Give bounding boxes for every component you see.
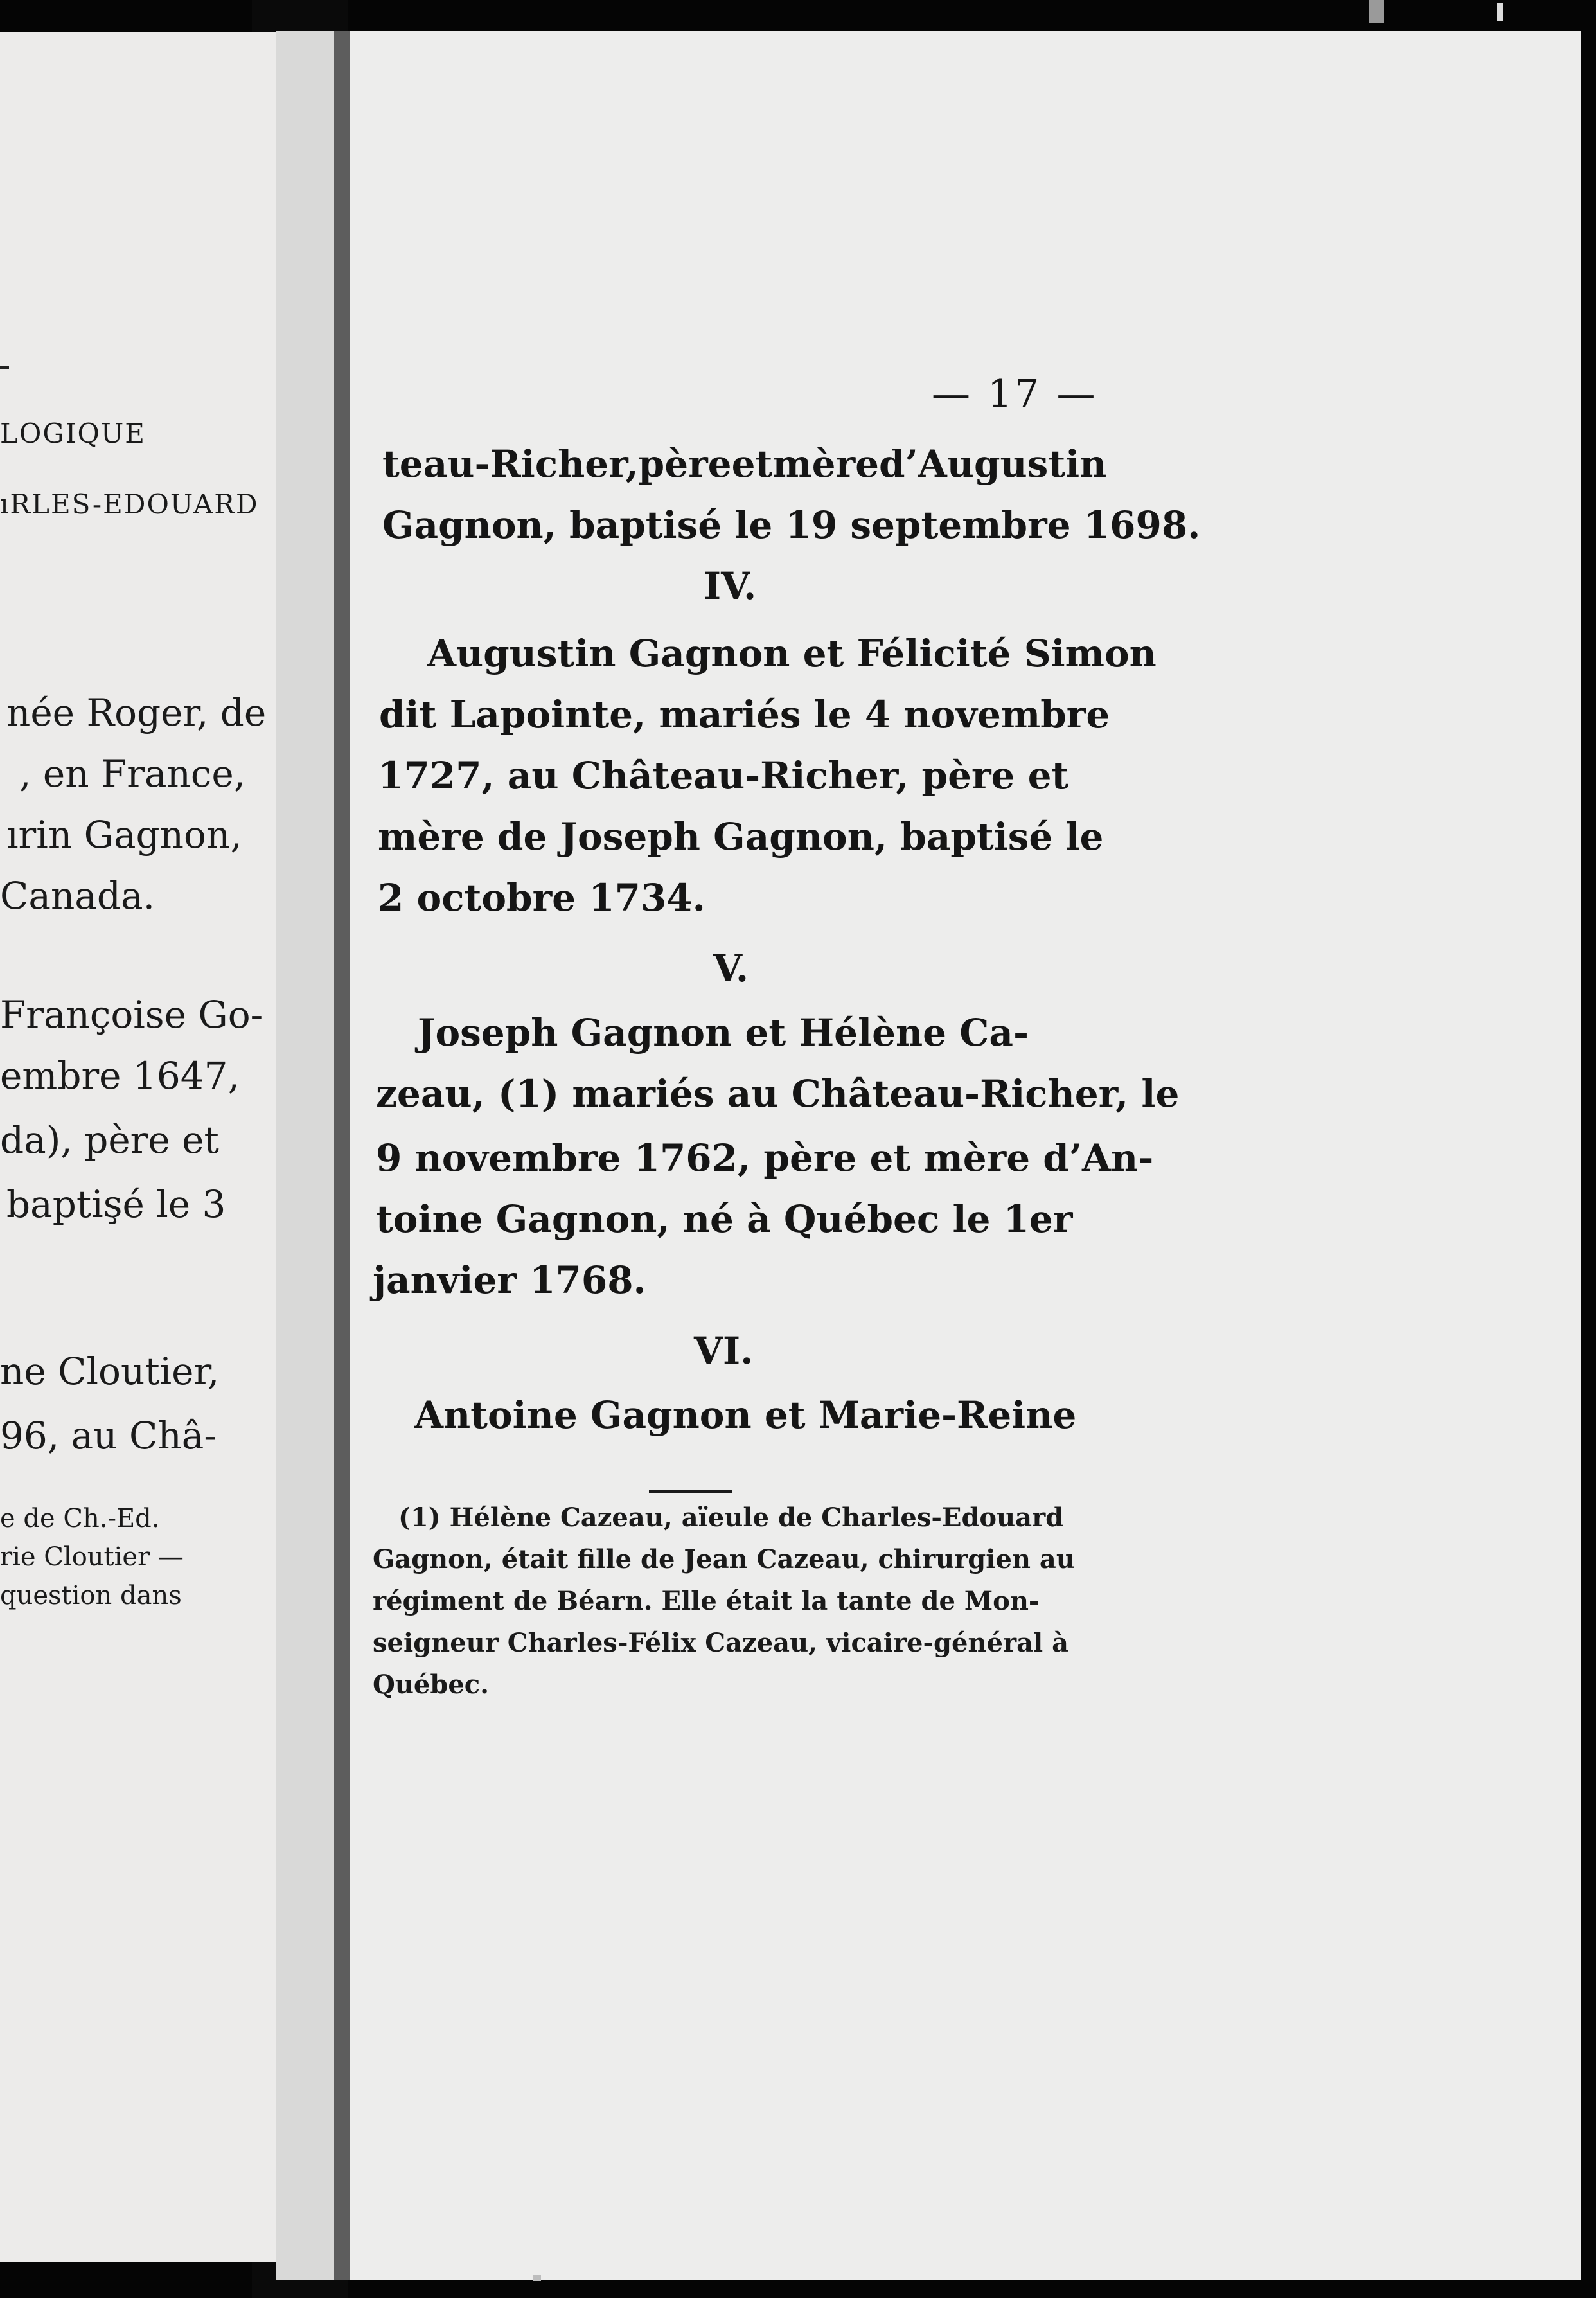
- left-header-line: ıRLES-EDOUARD: [0, 488, 259, 520]
- right-page: [276, 31, 1581, 2280]
- text-line: janvier 1768.: [373, 1258, 646, 1302]
- footnote-line: Gagnon, était fille de Jean Cazeau, chirurgien au: [373, 1544, 1075, 1574]
- left-text-line: 96, au Châ-: [0, 1414, 217, 1457]
- text-fragment: zeau, (1) mariés au Château-Richer, le: [376, 1072, 1180, 1116]
- left-text-line: , en France,: [19, 752, 246, 796]
- page-number: — 17 —: [932, 371, 1098, 416]
- section-numeral: IV.: [704, 564, 757, 608]
- left-footnote-line: e de Ch.-Ed.: [0, 1504, 160, 1533]
- section-numeral: V.: [713, 947, 749, 990]
- scan-artifact: [1369, 0, 1384, 23]
- text-line: [376, 1072, 1179, 1116]
- text-line: Antoine Gagnon et Marie-Reine: [414, 1393, 1077, 1437]
- text-line: toine Gagnon, né à Québec le 1er: [376, 1197, 1073, 1241]
- left-text-line: baptişé le 3: [6, 1182, 226, 1226]
- left-text-line: embre 1647,: [0, 1054, 240, 1098]
- section-numeral: VI.: [694, 1329, 754, 1373]
- left-footnote-line: question dans: [0, 1581, 182, 1610]
- word: père: [638, 442, 732, 486]
- word: d’Augustin: [879, 442, 1107, 486]
- left-text-line: ne Cloutier,: [0, 1349, 220, 1393]
- left-text-line: née Roger, de: [6, 691, 267, 735]
- scan-artifact: [1497, 3, 1503, 21]
- word: et: [731, 442, 773, 486]
- page-edge: [276, 31, 334, 2280]
- text-line: 1727, au Château-Richer, père et: [378, 754, 1069, 797]
- left-header-line: LOGIQUE: [0, 418, 146, 449]
- left-text-line: Canada.: [0, 874, 155, 918]
- left-footnote-line: rie Cloutier —: [0, 1542, 184, 1572]
- text-line: 9 novembre 1762, père et mère d’An-: [376, 1136, 1154, 1180]
- left-text-line: da), père et: [0, 1118, 219, 1162]
- left-text-line: ırin Gagnon,: [6, 813, 242, 857]
- page-spine-shadow: [334, 31, 350, 2280]
- text-line: [382, 442, 1107, 486]
- footnote-line: seigneur Charles-Félix Cazeau, vicaire-général à: [373, 1628, 1069, 1658]
- footnote-rule: [649, 1490, 732, 1493]
- text-line: dit Lapointe, mariés le 4 novembre: [379, 693, 1110, 736]
- footnote-line: (1) Hélène Cazeau, aïeule de Charles-Edouard: [398, 1502, 1064, 1533]
- text-line: mère de Joseph Gagnon, baptisé le: [378, 815, 1104, 859]
- scan-artifact: [533, 2275, 541, 2281]
- footnote-line: Québec.: [373, 1670, 490, 1700]
- word: teau-Richer,: [382, 442, 639, 486]
- left-text-line: Françoise Go-: [0, 993, 263, 1037]
- text-line: Joseph Gagnon et Hélène Ca-: [418, 1011, 1029, 1055]
- left-page-dash: [0, 366, 9, 369]
- footnote-line: régiment de Béarn. Elle était la tante de Mon-: [373, 1586, 1040, 1616]
- text-line: 2 octobre 1734.: [378, 876, 705, 920]
- word: mère: [772, 442, 880, 486]
- text-line: Gagnon, baptisé le 19 septembre 1698.: [382, 503, 1201, 547]
- text-line: Augustin Gagnon et Félicité Simon: [427, 632, 1157, 675]
